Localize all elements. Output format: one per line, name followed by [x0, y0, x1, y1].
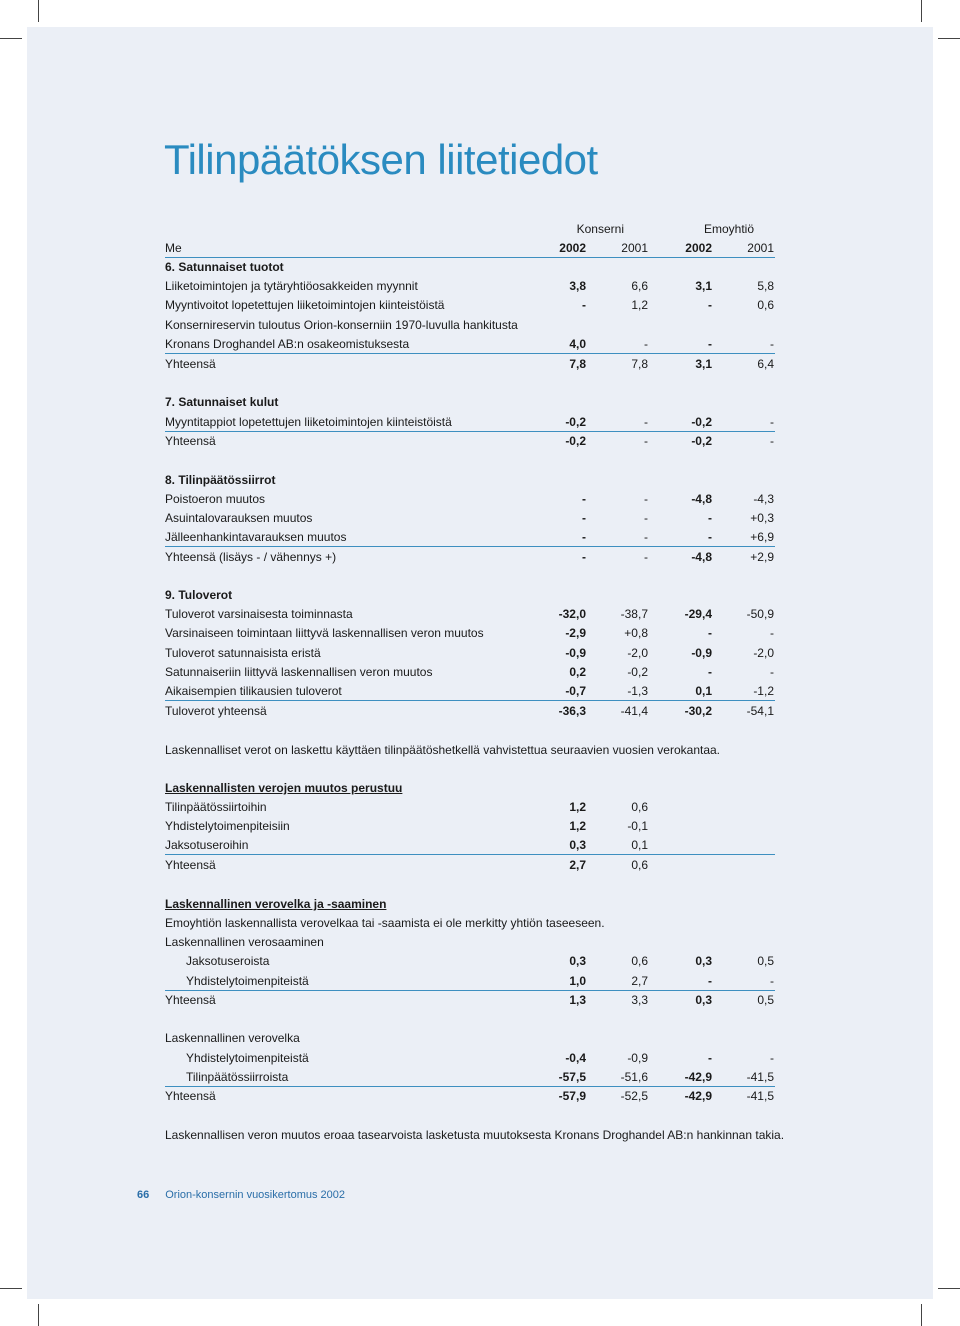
table-row: [165, 624, 775, 643]
value-cell: -0,2: [565, 415, 586, 429]
row-label: Tilinpäätössiirroista: [186, 1070, 289, 1084]
value-cell: -: [644, 415, 648, 429]
row-label: Tuloverot yhteensä: [165, 704, 267, 718]
value-cell: -: [582, 530, 586, 544]
receivable-heading: Laskennallinen verosaaminen: [165, 935, 324, 949]
value-cell: 2,7: [569, 858, 586, 872]
table-row: [165, 413, 775, 432]
value-cell: -50,9: [746, 607, 774, 621]
value-cell: 1,2: [631, 298, 648, 312]
value-cell: 5,8: [757, 279, 774, 293]
section-heading: [165, 258, 775, 277]
row-label: 7. Satunnaiset kulut: [165, 395, 279, 409]
year-header-cell: 2001: [747, 241, 774, 255]
value-cell: +0,3: [750, 511, 774, 525]
value-cell: -4,8: [691, 550, 712, 564]
row-label: Yhteensä: [165, 993, 216, 1007]
row-rule: [165, 353, 775, 354]
value-cell: 0,6: [631, 800, 648, 814]
value-cell: -: [708, 626, 712, 640]
year-header-cell: 2002: [685, 241, 712, 255]
row-label: Liiketoimintojen ja tytäryhtiöosakkeiden myynnit: [165, 279, 418, 293]
row-label: 8. Tilinpäätössiirrot: [165, 473, 276, 487]
value-cell: 0,3: [695, 993, 712, 1007]
value-cell: -1,3: [627, 684, 648, 698]
row-rule: [165, 854, 775, 855]
deferred-liability-note: Emoyhtiön laskennallista verovelkaa tai -saamista ei ole merkitty yhtiön taseeseen.: [165, 916, 605, 930]
table-row: [165, 663, 775, 682]
value-cell: -57,9: [558, 1089, 586, 1103]
crop-mark: [0, 1288, 22, 1289]
table-row: [165, 644, 775, 663]
row-label: Yhdistelytoimenpiteistä: [186, 1051, 309, 1065]
value-cell: 1,2: [569, 800, 586, 814]
value-cell: -: [582, 550, 586, 564]
value-cell: -2,9: [565, 626, 586, 640]
deferred-changes-heading: Laskennallisten verojen muutos perustuu: [165, 781, 403, 795]
table-row: [165, 335, 775, 354]
table-row: [165, 1068, 775, 1087]
row-label: Tuloverot varsinaisesta toiminnasta: [165, 607, 353, 621]
value-cell: 0,5: [757, 993, 774, 1007]
value-cell: 0,6: [631, 858, 648, 872]
value-cell: -0,9: [691, 646, 712, 660]
row-label: Varsinaiseen toimintaan liittyvä laskennallisen veron muutos: [165, 626, 484, 640]
row-label: Yhdistelytoimenpiteisiin: [165, 819, 290, 833]
value-cell: -0,7: [565, 684, 586, 698]
row-label: Yhteensä: [165, 434, 216, 448]
value-cell: -: [708, 665, 712, 679]
column-group-header: [165, 220, 775, 239]
value-cell: -1,2: [753, 684, 774, 698]
unit-label: Me: [165, 241, 182, 255]
deferred-liability-heading: Laskennallinen verovelka ja -saaminen: [165, 897, 387, 911]
value-cell: +0,8: [624, 626, 648, 640]
table-row: [165, 355, 775, 374]
row-label: Yhteensä: [165, 858, 216, 872]
value-cell: 3,1: [695, 357, 712, 371]
value-cell: -0,9: [565, 646, 586, 660]
note-acquisition: Laskennallisen veron muutos eroaa tasearvoista lasketusta muutoksesta Kronans Droghandel AB:n hankinnan takia.: [165, 1128, 785, 1142]
table-row: [165, 490, 775, 509]
table-row: [165, 972, 775, 991]
row-label: Aikaisempien tilikausien tuloverot: [165, 684, 342, 698]
value-cell: -42,9: [684, 1089, 712, 1103]
value-cell: 0,3: [569, 954, 586, 968]
value-cell: -0,2: [691, 434, 712, 448]
value-cell: -42,9: [684, 1070, 712, 1084]
value-cell: +6,9: [750, 530, 774, 544]
value-cell: 0,3: [695, 954, 712, 968]
row-label: Yhteensä: [165, 357, 216, 371]
group-konserni: Konserni: [576, 222, 624, 236]
section-heading: [165, 393, 775, 412]
row-label: Yhteensä (lisäys - / vähennys +): [165, 550, 337, 564]
value-cell: -4,3: [753, 492, 774, 506]
year-header-cell: 2001: [621, 241, 648, 255]
table-row: [165, 296, 775, 315]
value-cell: 0,3: [569, 838, 586, 852]
value-cell: -: [708, 298, 712, 312]
value-cell: -: [644, 530, 648, 544]
value-cell: -: [582, 492, 586, 506]
year-header-cell: 2002: [559, 241, 586, 255]
row-rule: [165, 546, 775, 547]
value-cell: -: [644, 492, 648, 506]
page-footer: [137, 1189, 345, 1201]
note-deferred-tax: Laskennalliset verot on laskettu käyttäen tilinpäätöshetkellä vahvistettua seuraavien vuosien verokantaa.: [165, 743, 721, 757]
value-cell: -: [770, 626, 774, 640]
value-cell: 7,8: [631, 357, 648, 371]
table-row: [165, 277, 775, 296]
value-cell: -41,5: [746, 1089, 774, 1103]
value-cell: -: [770, 434, 774, 448]
table-row: [165, 682, 775, 701]
crop-mark: [921, 1304, 922, 1326]
row-label: Myyntivoitot lopetettujen liiketoimintojen kiinteistöistä: [165, 298, 445, 312]
table-row: [165, 952, 775, 971]
year-header: [165, 239, 775, 258]
row-label: Yhteensä: [165, 1089, 216, 1103]
value-cell: -: [770, 337, 774, 351]
value-cell: -: [644, 434, 648, 448]
value-cell: -0,2: [627, 665, 648, 679]
table-row: [165, 548, 775, 567]
table-row: [165, 528, 775, 547]
value-cell: -: [708, 974, 712, 988]
table-row: [165, 316, 775, 335]
crop-mark: [0, 38, 22, 39]
row-label: Konsernireservin tuloutus Orion-konserniin 1970-luvulla hankitusta: [165, 318, 518, 332]
value-cell: 0,6: [631, 954, 648, 968]
value-cell: -0,2: [565, 434, 586, 448]
value-cell: 0,6: [757, 298, 774, 312]
table-row: [165, 991, 775, 1010]
value-cell: -: [708, 530, 712, 544]
value-cell: -0,9: [627, 1051, 648, 1065]
value-cell: -2,0: [627, 646, 648, 660]
value-cell: 7,8: [569, 357, 586, 371]
value-cell: 2,7: [631, 974, 648, 988]
value-cell: -: [708, 337, 712, 351]
table-row: [165, 605, 775, 624]
value-cell: 4,0: [569, 337, 586, 351]
table-row: [165, 509, 775, 528]
liability-heading: Laskennallinen verovelka: [165, 1031, 300, 1045]
row-label: 6. Satunnaiset tuotot: [165, 260, 284, 274]
value-cell: -51,6: [620, 1070, 648, 1084]
table-row: [165, 836, 775, 855]
table-row: [165, 1087, 775, 1106]
value-cell: 3,3: [631, 993, 648, 1007]
page-title: Tilinpäätöksen liitetiedot: [164, 136, 598, 183]
value-cell: 0,2: [569, 665, 586, 679]
row-label: Myyntitappiot lopetettujen liiketoimintojen kiinteistöistä: [165, 415, 452, 429]
value-cell: 0,5: [757, 954, 774, 968]
value-cell: -0,1: [627, 819, 648, 833]
crop-mark: [38, 0, 39, 22]
table-row: [165, 798, 775, 817]
value-cell: -32,0: [558, 607, 586, 621]
value-cell: -36,3: [558, 704, 586, 718]
value-cell: -52,5: [620, 1089, 648, 1103]
value-cell: -: [644, 337, 648, 351]
table-row: [165, 432, 775, 451]
row-label: Jälleenhankintavarauksen muutos: [165, 530, 347, 544]
value-cell: 1,0: [569, 974, 586, 988]
value-cell: -2,0: [753, 646, 774, 660]
row-label: Tuloverot satunnaisista eristä: [165, 646, 321, 660]
section-heading: [165, 586, 775, 605]
row-label: Jaksotuseroihin: [165, 838, 249, 852]
value-cell: 0,1: [631, 838, 648, 852]
row-label: Kronans Droghandel AB:n osakeomistuksesta: [165, 337, 410, 351]
value-cell: 6,4: [757, 357, 774, 371]
value-cell: -: [770, 415, 774, 429]
value-cell: -: [708, 1051, 712, 1065]
value-cell: -57,5: [558, 1070, 586, 1084]
row-rule: [165, 700, 775, 701]
value-cell: -41,4: [620, 704, 648, 718]
value-cell: 1,2: [569, 819, 586, 833]
table-row: [165, 702, 775, 721]
value-cell: -: [644, 511, 648, 525]
section-heading: [165, 471, 775, 490]
group-emoyhtio: Emoyhtiö: [703, 222, 754, 236]
value-cell: -: [770, 1051, 774, 1065]
value-cell: 0,1: [695, 684, 712, 698]
crop-mark: [38, 1304, 39, 1326]
value-cell: -38,7: [620, 607, 648, 621]
table-row: [165, 856, 775, 875]
crop-mark: [938, 1288, 960, 1289]
value-cell: +2,9: [750, 550, 774, 564]
value-cell: 1,3: [569, 993, 586, 1007]
row-label: 9. Tuloverot: [165, 588, 233, 602]
table-row: [165, 1049, 775, 1068]
publication-title: Orion-konsernin vuosikertomus 2002: [165, 1189, 346, 1201]
value-cell: -0,2: [691, 415, 712, 429]
row-label: Satunnaiseriin liittyvä laskennallisen veron muutos: [165, 665, 433, 679]
row-label: Jaksotuseroista: [186, 954, 270, 968]
value-cell: -30,2: [684, 704, 712, 718]
row-label: Tilinpäätössiirtoihin: [165, 800, 267, 814]
value-cell: -4,8: [691, 492, 712, 506]
value-cell: 6,6: [631, 279, 648, 293]
value-cell: 3,1: [695, 279, 712, 293]
value-cell: -0,4: [565, 1051, 586, 1065]
value-cell: -: [770, 665, 774, 679]
row-label: Yhdistelytoimenpiteistä: [186, 974, 309, 988]
value-cell: -: [582, 511, 586, 525]
row-label: Asuintalovarauksen muutos: [165, 511, 313, 525]
value-cell: 3,8: [569, 279, 586, 293]
value-cell: -41,5: [746, 1070, 774, 1084]
page-number: 66: [137, 1189, 150, 1201]
crop-mark: [921, 0, 922, 22]
value-cell: -54,1: [746, 704, 774, 718]
row-label: Poistoeron muutos: [165, 492, 266, 506]
table-row: [165, 817, 775, 836]
value-cell: -: [582, 298, 586, 312]
value-cell: -: [770, 974, 774, 988]
value-cell: -: [644, 550, 648, 564]
crop-mark: [938, 38, 960, 39]
value-cell: -: [708, 511, 712, 525]
value-cell: -29,4: [684, 607, 712, 621]
